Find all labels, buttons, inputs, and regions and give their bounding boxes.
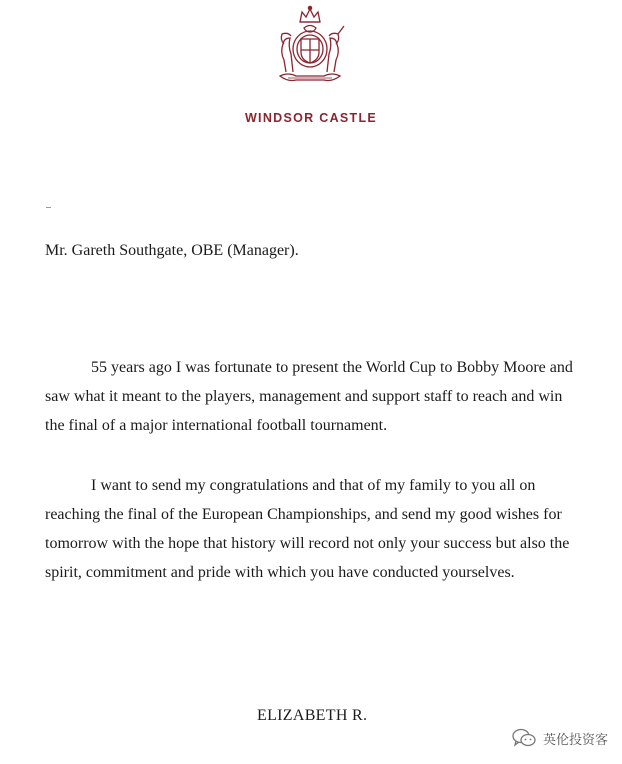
salutation: Mr. Gareth Southgate, OBE (Manager). <box>45 242 299 259</box>
watermark-text: 英伦投资客 <box>542 732 608 748</box>
letter-paragraph: 55 years ago I was fortunate to present the World Cup to Bobby Moore and saw what it meant to the players, management and support staff to reach and win the final of a major international football tournament. <box>45 359 573 434</box>
letterhead-location: WINDSOR CASTLE <box>244 111 378 125</box>
wechat-icon <box>511 728 537 748</box>
royal-crest-icon <box>258 4 362 88</box>
watermark <box>511 728 608 748</box>
letter-paragraph: I want to send my congratulations and that of my family to you all on reaching the final of the European Championships, and send my good wishes for tomorrow with the hope that history will record not only your success but also the spirit, commitment and pride with which you have conducted yourselves. <box>45 477 570 581</box>
fold-mark <box>46 207 51 208</box>
signature-signoff: ELIZABETH R. <box>257 707 368 724</box>
